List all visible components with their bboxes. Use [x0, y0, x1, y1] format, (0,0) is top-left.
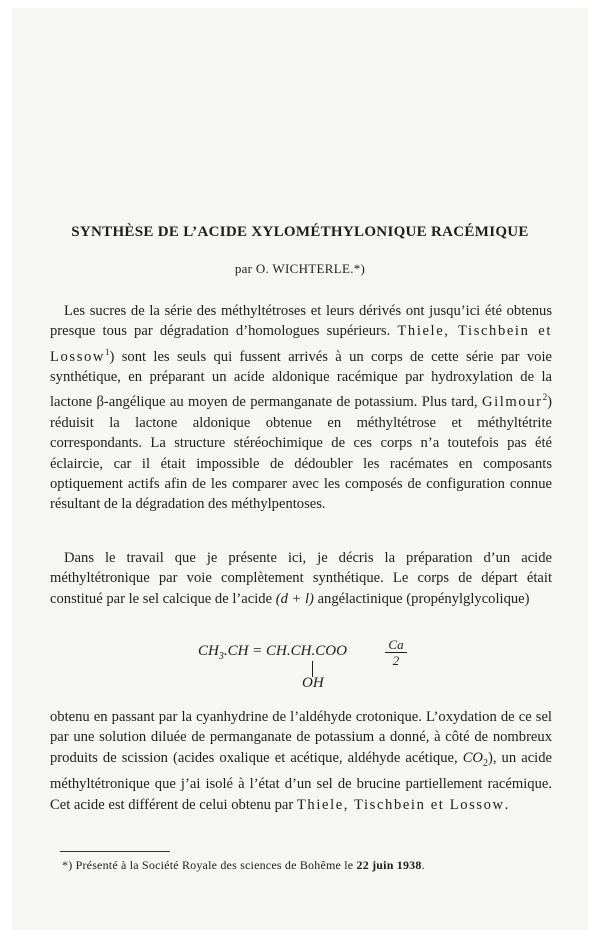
p1-text-3: ) réduisit la lactone aldonique obtenue en méthyltétrose et méthyltétrite correspondants. La structure stéréochimique de ces corps n’a toutefois pas été éclaircie, car il était impossible de dédoubler les racémates en composants optiquement actifs afin de les comparer avec les composés de configuration connue résultant de la dégradation des méthylpentoses. — [50, 394, 552, 513]
footnote-text-2: . — [421, 858, 425, 872]
p3-co: CO — [462, 749, 483, 766]
p1-authors-1: Thiele, Tischbein et Lossow — [50, 323, 552, 365]
footnote — [62, 858, 552, 873]
p1-text-1: Les sucres de la série des méthyltétroses et leurs dérivés ont jusqu’ici été obtenus presque tous par dégradation d’homologues supérieurs. — [50, 303, 552, 340]
p1-text-2: ) sont les seuls qui fussent arrivés à un corps de cette série par voie synthétique, en préparant un acide aldonique racémique par hydroxylation de la lactone β-angélique au moyen de permanganate de potassium. Plus tard, — [50, 348, 552, 411]
footnote-separator — [60, 851, 170, 852]
paragraph-3 — [50, 707, 552, 815]
p2-text-2: angélactinique (propénylglycolique) — [313, 590, 530, 607]
fraction-denominator: 2 — [392, 653, 400, 668]
footnote-ref-1: 1 — [105, 346, 110, 357]
p3-text-3: . — [504, 796, 509, 813]
fraction-numerator: Ca — [385, 637, 407, 653]
paragraph-1 — [50, 301, 552, 515]
formula-fraction — [385, 637, 407, 668]
p2-text-1: Dans le travail que je présente ici, je décris la préparation d’un acide méthyltétronique par voie complètement synthétique. Le corps de départ était constitué par le sel calcique de l’acide — [50, 550, 552, 607]
footnote-ref-2: 2 — [542, 392, 548, 403]
p3-text-1: obtenu en passant par la cyanhydrine de l’aldéhyde crotonique. L’oxydation de ce sel par une solution diluée de permanganate de potassium a donné, à côté de nombreux produits de scission (acides oxalique et acétique, aldéhyde acétique, — [50, 709, 552, 766]
formula-main — [198, 643, 347, 662]
chemical-formula — [198, 637, 418, 697]
formula-ch3: CH — [198, 643, 219, 659]
p3-text-2: ), un acide méthyltétronique que j’ai isolé à l’état d’un sel de brucine partiellement racémique. Cet acide est différent de celui obtenu par — [50, 749, 552, 813]
p3-authors: Thiele, Tischbein et Lossow — [296, 796, 505, 813]
author-line: par O. WICHTERLE.*) — [234, 261, 366, 276]
footnote-text-1: *) Présenté à la Société Royale des sciences de Bohême le — [62, 858, 357, 872]
article-title: SYNTHÈSE DE L’ACIDE XYLOMÉTHYLONIQUE RACÉMIQUE — [71, 224, 529, 240]
p2-italic: (d + l) — [275, 590, 314, 607]
formula-sub-3: 3 — [218, 651, 224, 662]
formula-oh: OH — [302, 675, 324, 691]
paragraph-2 — [50, 548, 552, 609]
footnote-date: 22 juin 1938 — [356, 858, 422, 872]
formula-chain: .CH = CH.CH.COO — [223, 643, 347, 659]
p3-co-sub: 2 — [482, 757, 488, 769]
p1-authors-2: Gilmour — [481, 394, 543, 411]
